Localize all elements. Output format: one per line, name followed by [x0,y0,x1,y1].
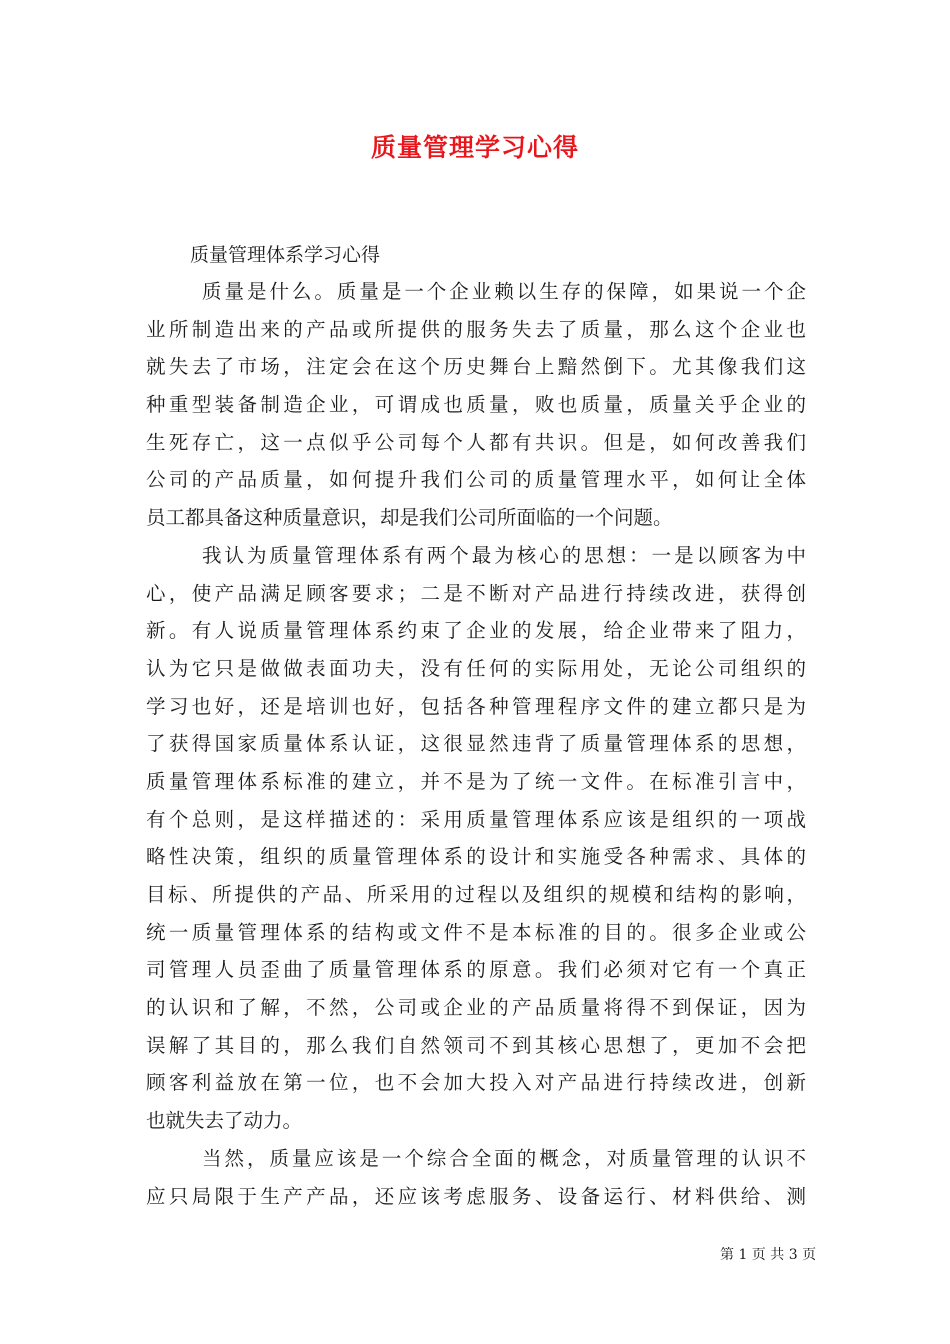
text-line: 当然，质量应该是一个综合全面的概念，对质量管理的认识不 [202,1146,806,1170]
document-subtitle: 质量管理体系学习心得 [190,244,381,266]
page-title: 质量管理学习心得 [370,133,579,162]
text-line: 目标、所提供的产品、所采用的过程以及组织的规模和结构的影响， [146,883,806,906]
text-line: 新。有人说质量管理体系约束了企业的发展，给企业带来了阻力， [146,619,806,643]
text-line: 司管理人员歪曲了质量管理体系的原意。我们必须对它有一个真正 [146,958,806,982]
paragraph [146,1140,806,1215]
text-line: 就失去了市场，注定会在这个历史舞台上黯然倒下。尤其像我们这 [146,355,806,379]
text-line: 生死存亡，这一点似乎公司每个人都有共识。但是，如何改善我们 [146,430,806,454]
text-line: 略性决策，组织的质量管理体系的设计和实施受各种需求、具体的 [146,845,806,869]
text-line: 统一质量管理体系的结构或文件不是本标准的目的。很多企业或公 [146,920,806,944]
text-line: 种重型装备制造企业，可谓成也质量，败也质量，质量关乎企业的 [146,393,806,417]
text-line: 了获得国家质量体系认证，这很显然违背了质量管理体系的思想， [146,732,806,756]
text-line: 认为它只是做做表面功夫，没有任何的实际用处，无论公司组织的 [146,656,806,680]
text-line: 质量管理体系标准的建立，并不是为了统一文件。在标准引言中， [146,769,806,793]
text-line: 有个总则，是这样描述的：采用质量管理体系应该是组织的一项战 [146,807,806,831]
text-line: 业所制造出来的产品或所提供的服务失去了质量，那么这个企业也 [146,317,806,341]
paragraph [146,537,806,1140]
paragraph [146,273,806,537]
text-line: 我认为质量管理体系有两个最为核心的思想：一是以顾客为中 [202,543,806,567]
document-body [146,273,806,1215]
text-line: 心，使产品满足顾客要求；二是不断对产品进行持续改进，获得创 [146,581,806,605]
page-number: 第 1 页 共 3 页 [720,1247,817,1263]
text-line: 顾客利益放在第一位，也不会加大投入对产品进行持续改进，创新 [146,1071,806,1095]
text-line: 误解了其目的，那么我们自然领司不到其核心思想了，更加不会把 [146,1033,806,1057]
text-line: 质量是什么。质量是一个企业赖以生存的保障，如果说一个企 [202,280,806,303]
text-line: 应只局限于生产产品，还应该考虑服务、设备运行、材料供给、测 [146,1184,806,1208]
text-line: 学习也好，还是培训也好，包括各种管理程序文件的建立都只是为 [146,694,806,718]
text-line: 也就失去了动力。 [146,1109,303,1133]
text-line: 公司的产品质量，如何提升我们公司的质量管理水平，如何让全体 [146,468,806,492]
text-line: 员工都具备这种质量意识，却是我们公司所面临的一个问题。 [146,506,673,530]
text-line: 的认识和了解，不然，公司或企业的产品质量将得不到保证，因为 [146,996,806,1020]
